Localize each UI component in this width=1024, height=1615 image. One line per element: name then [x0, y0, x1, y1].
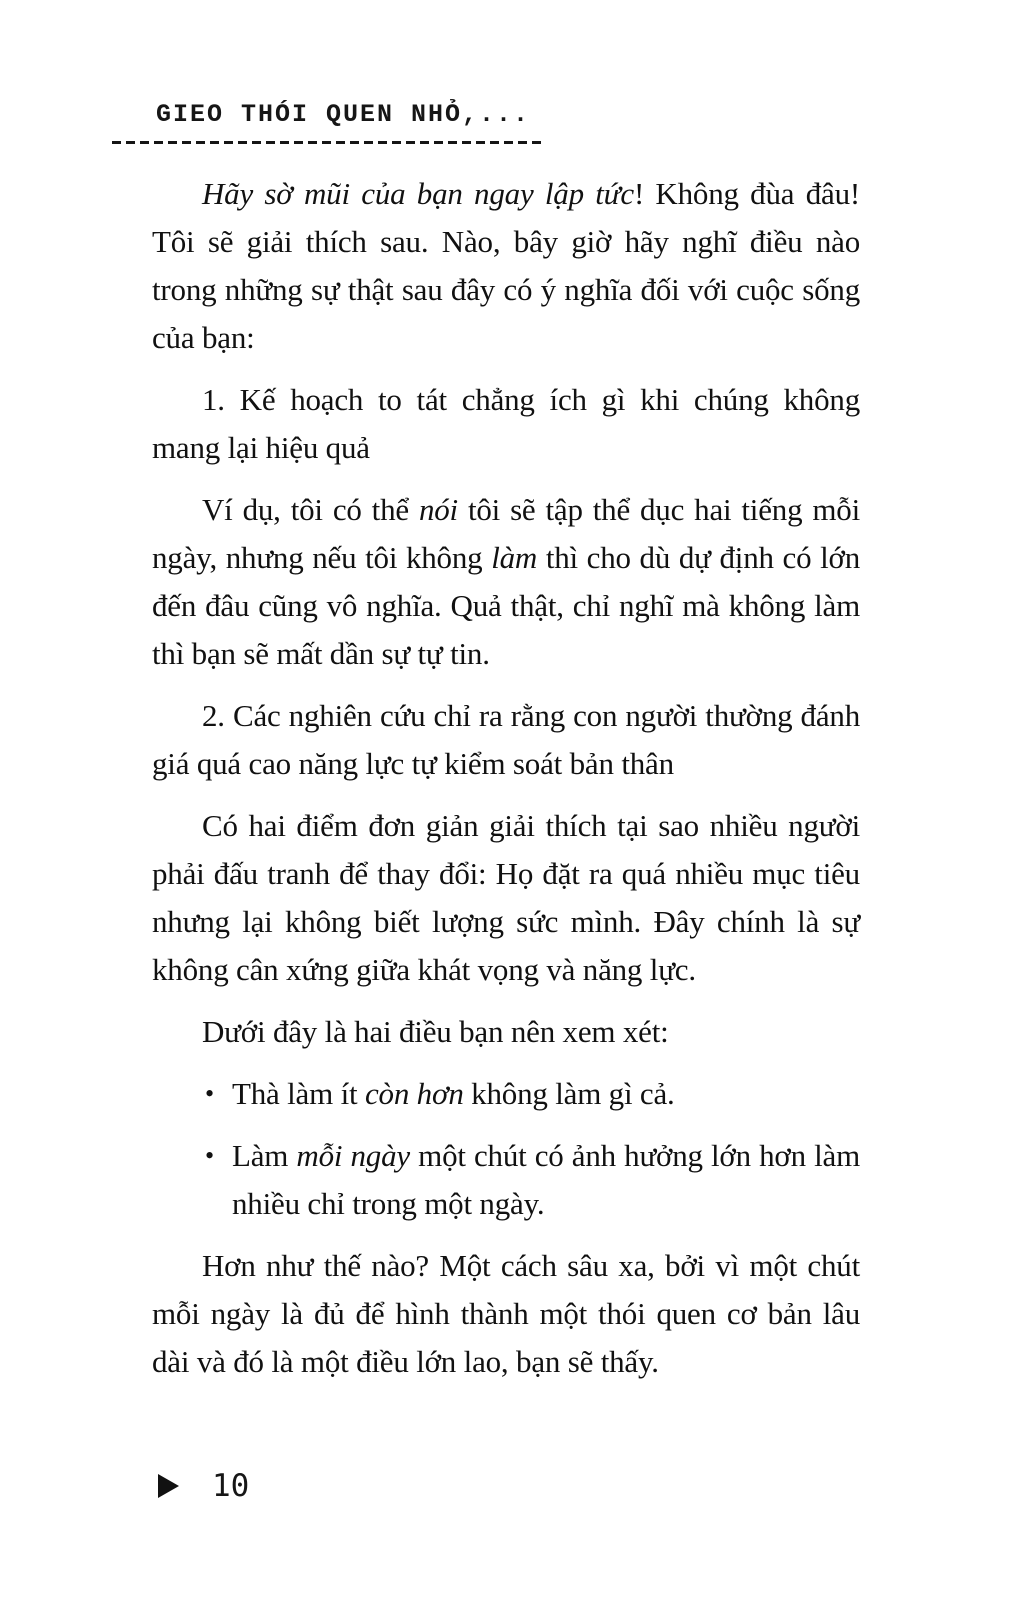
- emphasis-text: còn hơn: [364, 1076, 464, 1111]
- paragraph: Hơn như thế nào? Một cách sâu xa, bởi vì một chút mỗi ngày là đủ để hình thành một thói quen cơ bản lâu dài và đó là một điều lớn lao, bạn sẽ thấy.: [152, 1248, 860, 1379]
- paragraph: Hãy sờ mũi của bạn ngay lập tức! Không đùa đâu! Tôi sẽ giải thích sau. Nào, bây giờ hãy nghĩ điều nào trong những sự thật sau đây có ý nghĩa đối với cuộc sống của bạn:: [152, 176, 860, 355]
- paragraph: Dưới đây là hai điều bạn nên xem xét:: [202, 1014, 669, 1049]
- paragraph: Có hai điểm đơn giản giải thích tại sao nhiều người phải đấu tranh để thay đổi: Họ đặt ra quá nhiều mục tiêu nhưng lại không biết lượng sức mình. Đây chính là sự không cân xứng giữa khát vọng và năng lực.: [152, 808, 860, 987]
- list-item: • Làm mỗi ngày một chút có ảnh hưởng lớn hơn làm nhiều chỉ trong một ngày.: [152, 1132, 860, 1228]
- content-blocks: [152, 170, 860, 1386]
- emphasis-text: mỗi ngày: [296, 1138, 410, 1173]
- emphasis-text: làm: [491, 540, 538, 575]
- page-footer: [158, 1468, 249, 1504]
- bullet-icon: •: [205, 1141, 214, 1170]
- paragraph: 2. Các nghiên cứu chỉ ra rằng con người thường đánh giá quá cao năng lực tự kiểm soát bản thân: [152, 698, 860, 781]
- paragraph: 1. Kế hoạch to tát chẳng ích gì khi chúng không mang lại hiệu quả: [152, 382, 860, 465]
- emphasis-text: Hãy sờ mũi của bạn ngay lập tức: [202, 176, 634, 211]
- bullet-icon: •: [205, 1079, 214, 1108]
- running-header: GIEO THÓI QUEN NHỎ,...: [156, 100, 531, 129]
- page-marker-triangle-icon: [158, 1474, 179, 1498]
- header-divider: [112, 141, 544, 144]
- paragraph: Ví dụ, tôi có thể nói tôi sẽ tập thể dục hai tiếng mỗi ngày, nhưng nếu tôi không làm thì cho dù dự định có lớn đến đâu cũng vô nghĩa. Quả thật, chỉ nghĩ mà không làm thì bạn sẽ mất dần sự tự tin.: [152, 492, 860, 671]
- page-number: 10: [212, 1468, 250, 1504]
- list-item: • Thà làm ít còn hơn không làm gì cả.: [152, 1070, 860, 1118]
- emphasis-text: nói: [418, 492, 458, 527]
